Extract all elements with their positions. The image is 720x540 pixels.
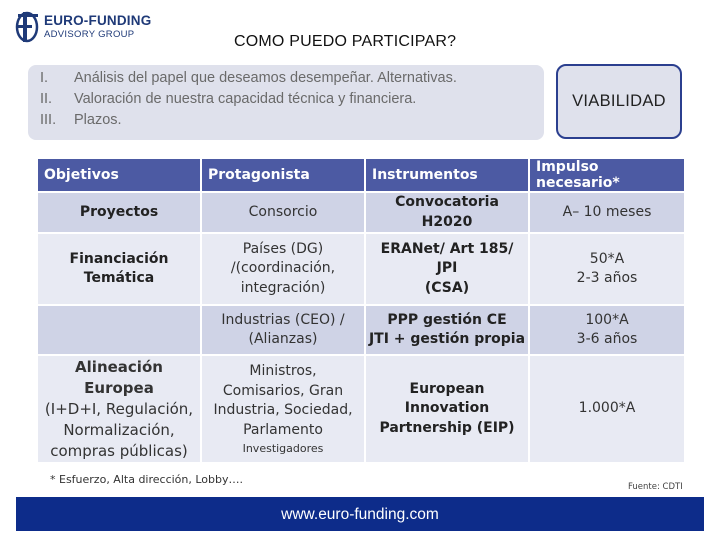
table-row	[37, 355, 685, 463]
cell-instrumentos: PPP gestión CE JTI + gestión propia	[365, 305, 529, 355]
cell-objetivos: Proyectos	[37, 192, 201, 233]
viabilidad-box	[556, 64, 682, 139]
cell-instrumentos: Convocatoria H2020	[365, 192, 529, 233]
list-item	[40, 91, 416, 107]
participation-table	[36, 157, 686, 464]
cell-objetivos	[37, 305, 201, 355]
footer-url[interactable]: www.euro-funding.com	[281, 506, 439, 523]
cell-objetivos: Financiación Temática	[37, 233, 201, 305]
table-row	[37, 305, 685, 355]
list-item	[40, 112, 122, 128]
participation-steps-box	[28, 65, 544, 140]
list-item	[40, 70, 457, 86]
table-row	[37, 233, 685, 305]
logo-name: EURO-FUNDING	[44, 13, 152, 28]
source-note: Fuente: CDTI	[628, 482, 683, 492]
footer-bar	[16, 497, 704, 531]
ef-monogram-icon	[14, 10, 44, 44]
table-row	[37, 192, 685, 233]
list-text: Análisis del papel que deseamos desempeñar. Alternativas.	[74, 70, 457, 86]
list-number: I.	[40, 70, 49, 86]
cell-objetivos: Alineación Europea (I+D+I, Regulación, Normalización, compras públicas)	[37, 355, 201, 463]
logo-subtitle: ADVISORY GROUP	[44, 29, 135, 40]
cell-impulso: A– 10 meses	[529, 192, 685, 233]
list-text: Valoración de nuestra capacidad técnica y financiera.	[74, 91, 417, 107]
cell-impulso: 100*A 3-6 años	[529, 305, 685, 355]
page-title: COMO PUEDO PARTICIPAR?	[234, 33, 457, 50]
cell-protagonista: Industrias (CEO) / (Alianzas)	[201, 305, 365, 355]
list-number: II.	[40, 91, 53, 107]
company-logo	[14, 10, 152, 44]
header-instrumentos: Instrumentos	[365, 158, 529, 192]
viabilidad-label: VIABILIDAD	[572, 92, 666, 110]
footnote: * Esfuerzo, Alta dirección, Lobby….	[50, 473, 244, 486]
list-number: III.	[40, 112, 57, 128]
cell-instrumentos: ERANet/ Art 185/ JPI (CSA)	[365, 233, 529, 305]
list-text: Plazos.	[74, 112, 122, 128]
cell-protagonista: Consorcio	[201, 192, 365, 233]
cell-instrumentos: European Innovation Partnership (EIP)	[365, 355, 529, 463]
cell-impulso: 50*A 2-3 años	[529, 233, 685, 305]
cell-protagonista: Ministros, Comisarios, Gran Industria, Sociedad, Parlamento Investigadores	[201, 355, 365, 463]
header-objetivos: Objetivos	[37, 158, 201, 192]
header-impulso: Impulso necesario*	[529, 158, 685, 192]
table-header-row	[37, 158, 685, 192]
header-protagonista: Protagonista	[201, 158, 365, 192]
cell-protagonista: Países (DG) /(coordinación, integración)	[201, 233, 365, 305]
cell-impulso: 1.000*A	[529, 355, 685, 463]
